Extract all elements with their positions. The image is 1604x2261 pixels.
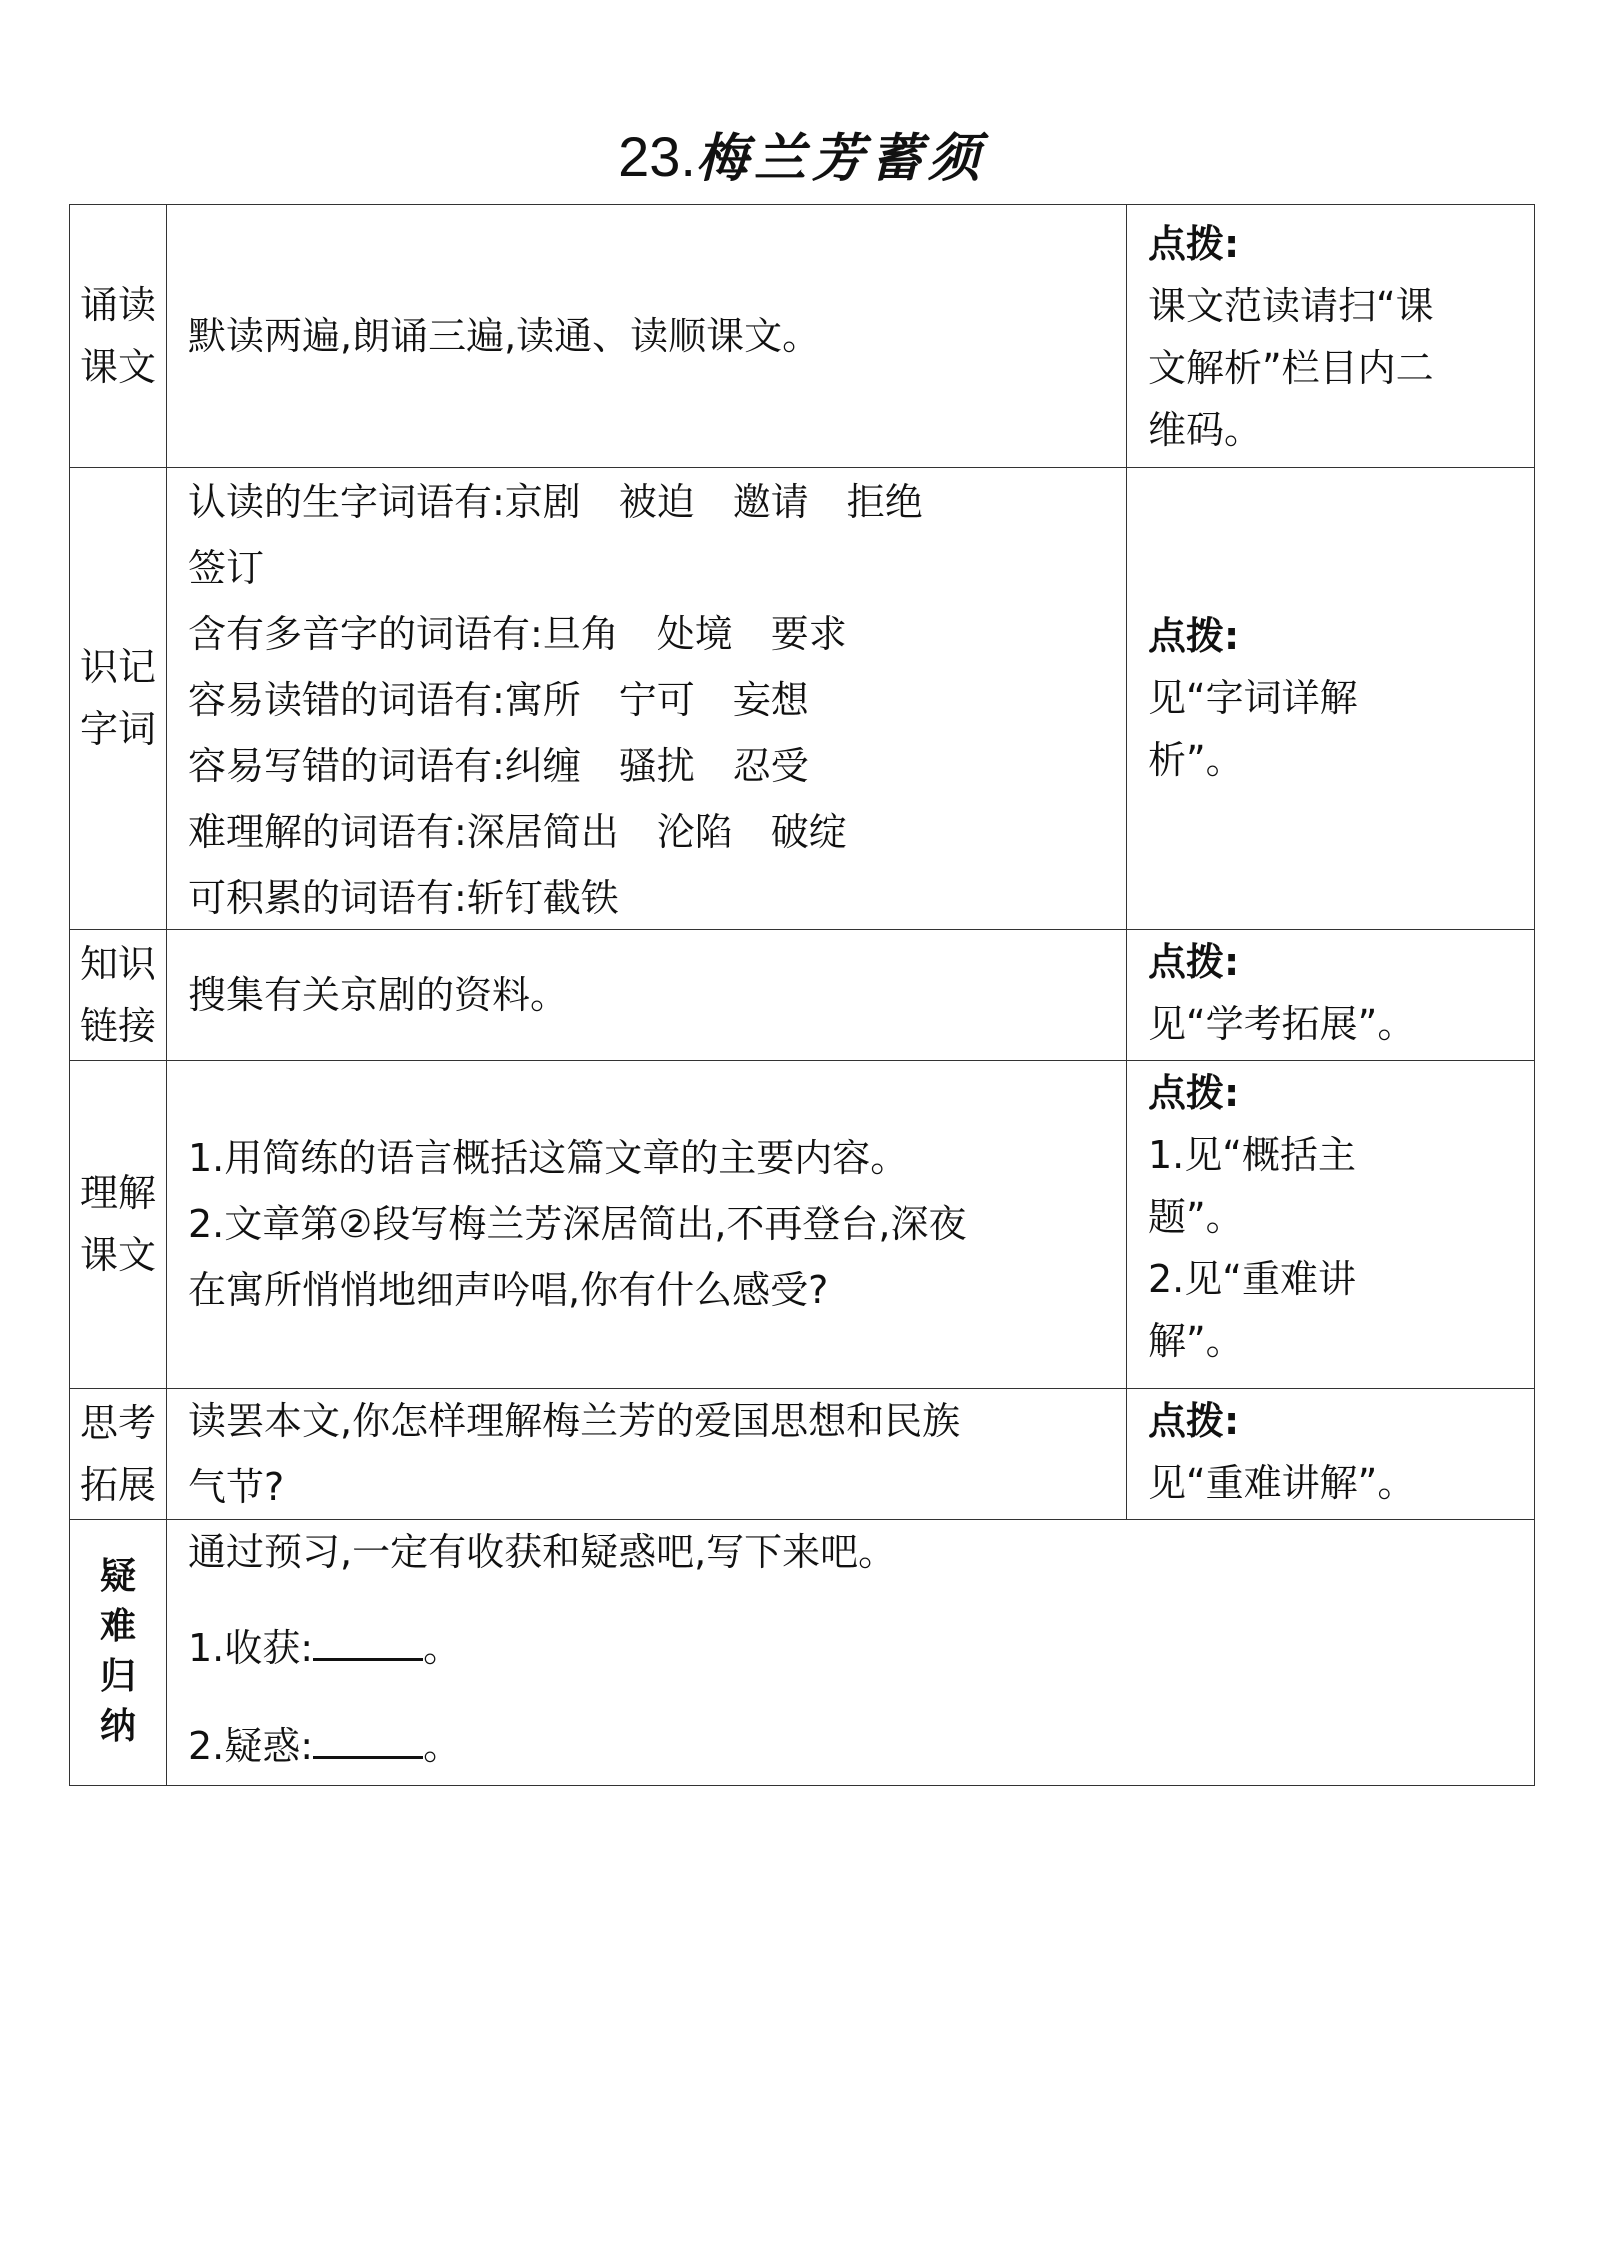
row-content-recite: 默读两遍,朗诵三遍,读通、读顺课文。 — [188, 314, 821, 358]
hint-title: 点拨: — [1148, 222, 1240, 266]
row-content-extend: 读罢本文,你怎样理解梅兰芳的爱国思想和民族 气节? — [188, 1399, 961, 1509]
row-label-recite: 诵读 课文 — [79, 283, 156, 389]
hint-title: 点拨: — [1148, 1071, 1240, 1115]
summary-intro: 通过预习,一定有收获和疑惑吧,写下来吧。 — [188, 1530, 897, 1574]
row-hint-knowledge: 点拨: 见“学考拓展”。 — [1126, 929, 1534, 1060]
page-title — [0, 122, 1604, 194]
row-content-knowledge: 搜集有关京剧的资料。 — [188, 972, 569, 1017]
hint-title: 点拨: — [1148, 1399, 1240, 1443]
summary-doubt: 2.疑惑: 。 — [188, 1713, 1534, 1779]
row-content-words: 认读的生字词语有:京剧 被迫 邀请 拒绝 签订 含有多音字的词语有:旦角 处境 要求 容易读错的词语有:寓所 宁可 妄想 容易写错的词语有:纠缠 骚扰 忍受 难理解的词语有:深居简出 沦陷 破绽 可积累的词语有:斩钉截铁 — [188, 480, 923, 920]
row-content-summary — [166, 1519, 1534, 1785]
row-hint-understand: 点拨: 1.见“概括主 题”。 2.见“重难讲 解”。 — [1126, 1060, 1534, 1388]
row-hint-recite: 点拨: 课文范读请扫“课 文解析”栏目内二 维码。 — [1126, 205, 1534, 467]
row-label-extend: 思考 拓展 — [79, 1400, 156, 1507]
row-hint-extend: 点拨: 见“重难讲解”。 — [1126, 1388, 1534, 1519]
row-label-understand: 理解 课文 — [79, 1171, 156, 1277]
gain-blank[interactable] — [313, 1618, 423, 1661]
row-hint-words: 点拨: 见“字词详解 析”。 — [1126, 467, 1534, 929]
preview-table — [69, 204, 1535, 1786]
hint-title: 点拨: — [1148, 614, 1240, 658]
doubt-blank[interactable] — [313, 1716, 423, 1759]
summary-gain: 1.收获: 。 — [188, 1615, 1534, 1681]
row-content-understand: 1.用简练的语言概括这篇文章的主要内容。 2.文章第②段写梅兰芳深居简出,不再登台,深夜 在寓所悄悄地细声吟唱,你有什么感受? — [188, 1136, 967, 1312]
row-label-summary: 疑 难 归 纳 — [99, 1556, 136, 1747]
row-label-words: 识记 字词 — [79, 645, 156, 751]
lesson-title: 梅兰芳蓄须 — [695, 128, 986, 189]
hint-title: 点拨: — [1148, 940, 1240, 984]
lesson-number: 23. — [618, 125, 696, 188]
row-label-knowledge: 知识 链接 — [79, 941, 156, 1048]
